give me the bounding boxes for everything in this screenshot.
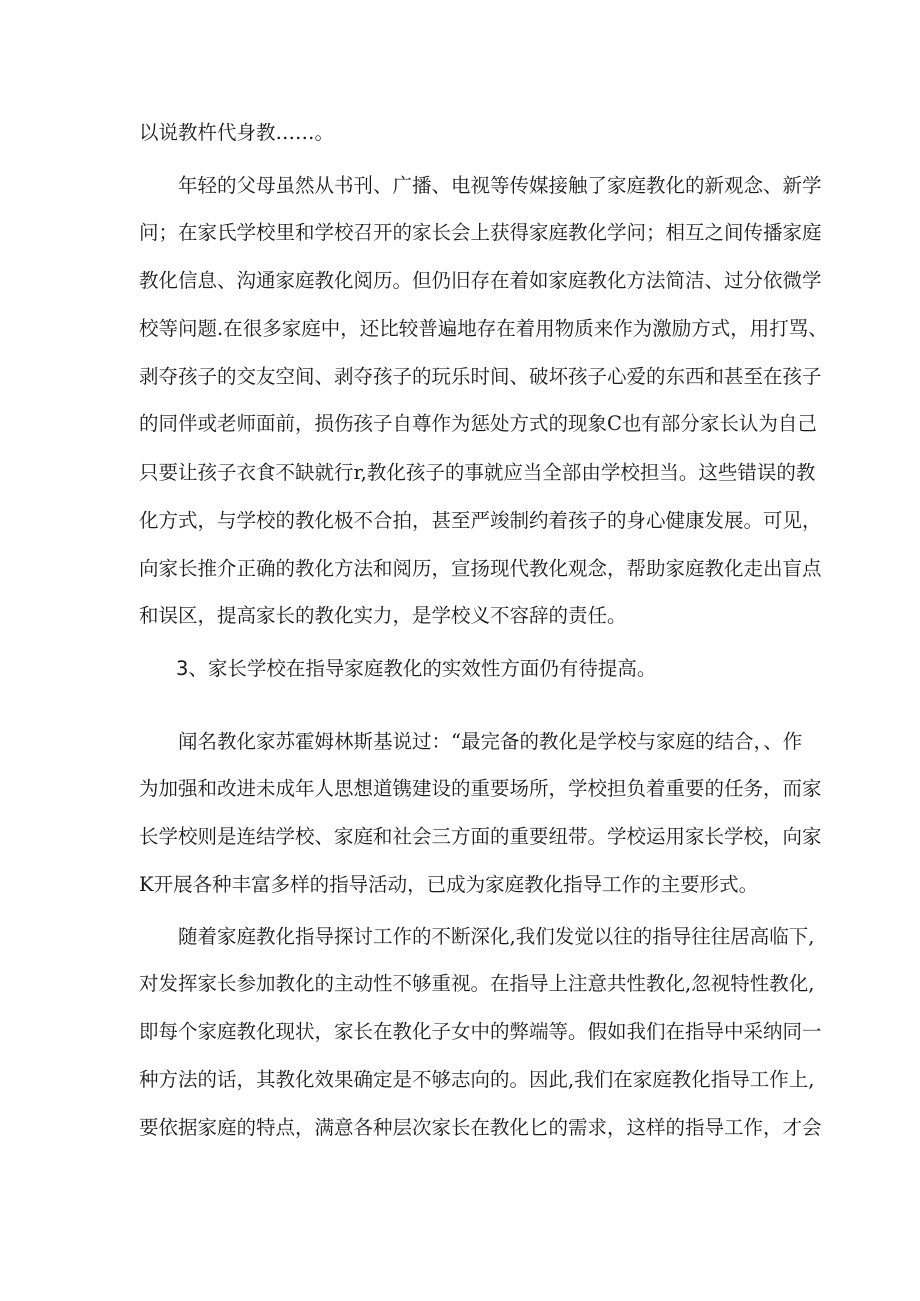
paragraph-3-line: 要依据家庭的特点，满意各种层次家长在教化匕的需求，这样的指导工作，才会 xyxy=(139,1116,822,1139)
paragraph-3-line: 对发挥家长参加教化的主动性不够重视。在指导上注意共性教化,忽视特性教化, xyxy=(139,972,815,995)
section-heading: 3、家长学校在指导家庭教化的实效性方面仍有待提高。 xyxy=(176,657,657,680)
paragraph-3-line: 种方法的话，其教化效果确定是不够志向的。因此,我们在家庭教化指导工作上, xyxy=(139,1068,815,1091)
paragraph-1-line: 只要让孩子衣食不缺就行r,教化孩子的事就应当全部由学校担当。这些错误的教 xyxy=(139,461,816,484)
paragraph-2-line: 为加强和改进未成年人思想道镌建设的重要场所，学校担负着重要的任务，而家 xyxy=(139,777,822,800)
paragraph-1-line: 的同伴或老师面前，损伤孩子自尊作为惩处方式的现象C也有部分家长认为自己 xyxy=(139,412,817,435)
continuation-line: 以说教杵代身教……。 xyxy=(139,121,335,144)
paragraph-2-line: 长学校则是连结学校、家庭和社会三方面的重要纽带。学校运用家长学校，向家 xyxy=(139,825,822,848)
paragraph-3-line: 随着家庭教化指导探讨工作的不断深化,我们发觉以往的指导往往居高临下, xyxy=(178,925,815,948)
paragraph-1-line: 向家长推介正确的教化方法和阅历，宣扬现代教化观念，帮助家庭教化走出盲点 xyxy=(139,557,822,580)
paragraph-3-line: 即每个家庭教化现状，家长在教化子女中的弊端等。假如我们在指导中采纳同一 xyxy=(139,1020,822,1043)
paragraph-2-line: K开展各种丰富多样的指导活动，已成为家庭教化指导工作的主要形式。 xyxy=(139,873,759,896)
paragraph-1-line: 校等问题.在很多家庭中，还比较普遍地存在着用物质来作为激励方式，用打骂、 xyxy=(139,317,828,340)
paragraph-1-line: 和误区，提高家长的教化实力，是学校义不容辞的责任。 xyxy=(139,604,627,627)
paragraph-1-line: 剥夺孩子的交友空间、剥夺孩子的玩乐时间、破坏孩子心爱的东西和甚至在孩子 xyxy=(139,365,822,388)
paragraph-1-line: 教化信息、沟通家庭教化阅历。但仍旧存在着如家庭教化方法简洁、过分依微学 xyxy=(139,269,822,292)
paragraph-1-line: 年轻的父母虽然从书刊、广播、电视等传媒接触了家庭教化的新观念、新学 xyxy=(178,174,822,197)
paragraph-1-line: 化方式，与学校的教化极不合拍，甚至严竣制约着孩子的身心健康发展。可见， xyxy=(139,509,822,532)
paragraph-2-line: 闻名教化家苏霍姆林斯基说过：“最完备的教化是学校与家庭的结合，、作 xyxy=(178,730,803,753)
paragraph-1-line: 问；在家氏学校里和学校召开的家长会上获得家庭教化学问；相互之间传播家庭 xyxy=(139,221,822,244)
